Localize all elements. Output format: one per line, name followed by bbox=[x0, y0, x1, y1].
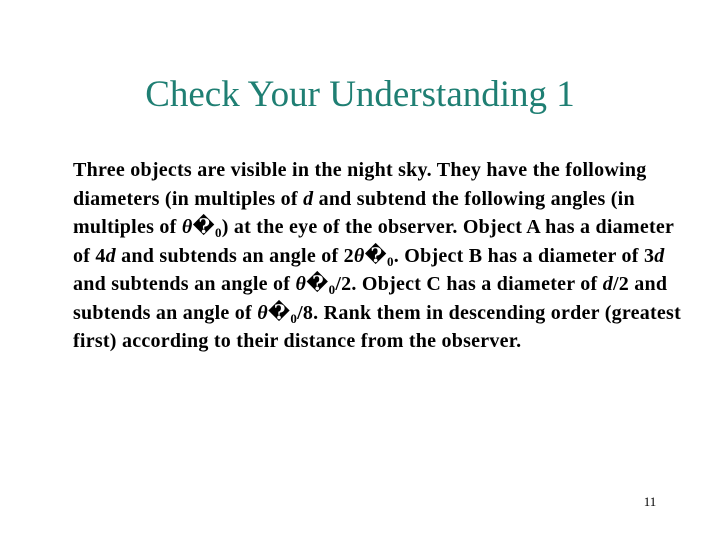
variable-d: d bbox=[105, 244, 116, 267]
text-run: and subtend the following angles (in multiples of bbox=[73, 187, 635, 238]
missing-glyph: � bbox=[267, 301, 291, 324]
variable-theta: θ bbox=[295, 273, 307, 295]
missing-glyph: � bbox=[306, 273, 329, 295]
subscript-zero: 0 bbox=[214, 225, 222, 240]
text-run: Three objects are visible in the night sky. They have the following diameters (in multiples of bbox=[73, 159, 647, 210]
variable-d: d bbox=[303, 187, 314, 210]
variable-theta: θ bbox=[257, 301, 268, 324]
text-run: and subtends an angle of bbox=[73, 273, 296, 295]
subscript-zero: 0 bbox=[290, 310, 298, 326]
text-run: . Object B has a diameter of 3 bbox=[393, 244, 655, 267]
text-run: /2. Object C has a diameter of bbox=[335, 273, 603, 295]
slide-title: Check Your Understanding 1 bbox=[145, 74, 575, 115]
question-text bbox=[73, 156, 688, 356]
missing-glyph: � bbox=[192, 216, 215, 238]
text-run: /2 and subtends an angle of bbox=[73, 273, 668, 324]
text-run: /8. Rank them in descending order (greatest first) according to their distance from the observer. bbox=[73, 301, 681, 352]
text-run: and subtends an angle of 2 bbox=[115, 244, 354, 267]
text-run: ) at the eye of the observer. Object A has a diameter of 4 bbox=[73, 216, 674, 267]
subscript-zero: 0 bbox=[328, 282, 336, 297]
variable-d: d bbox=[654, 244, 665, 267]
page-number: 11 bbox=[643, 494, 657, 509]
variable-theta: θ bbox=[353, 244, 365, 267]
variable-d: d bbox=[602, 273, 613, 295]
subscript-zero: 0 bbox=[387, 253, 394, 269]
missing-glyph: � bbox=[364, 244, 388, 267]
variable-theta: θ bbox=[181, 216, 193, 238]
